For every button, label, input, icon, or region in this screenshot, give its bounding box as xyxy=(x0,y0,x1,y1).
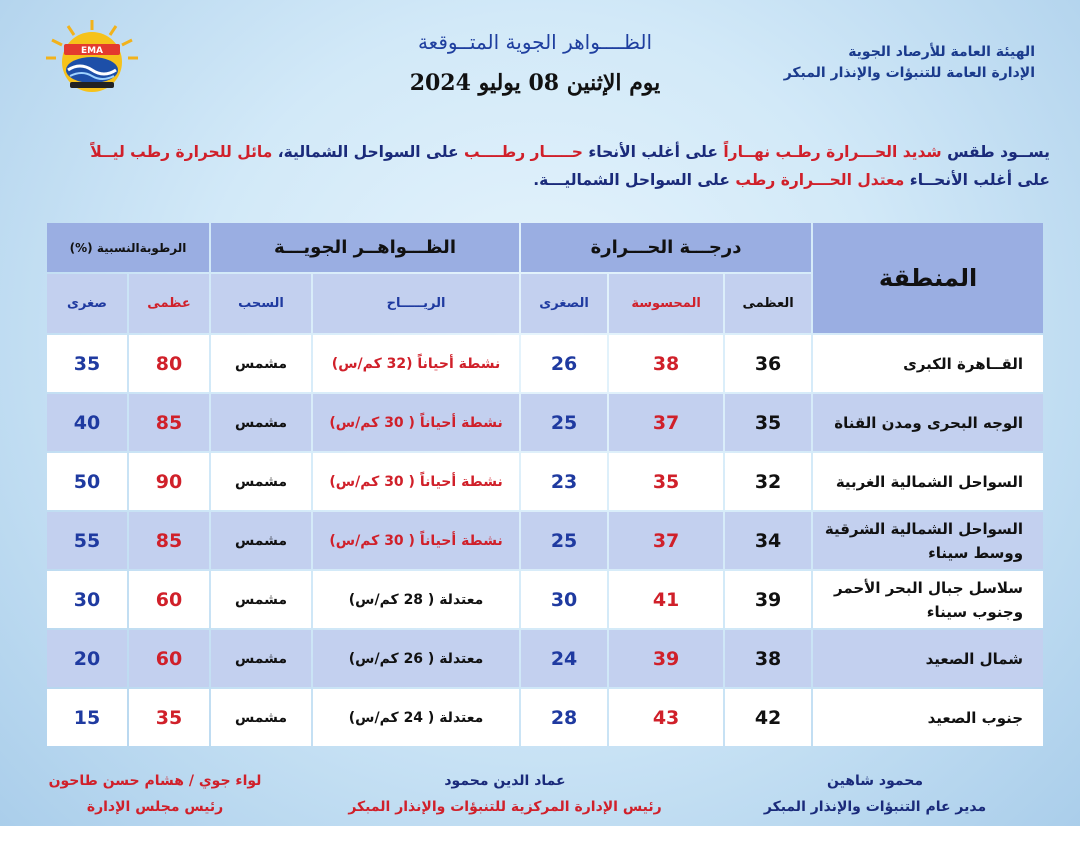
wind-cell: معتدلة ( 26 كم/س) xyxy=(313,630,519,687)
max-temp-cell: 32 xyxy=(725,453,811,510)
summary-part: حـــــار رطــــب xyxy=(458,143,583,161)
summary-part: مائل للحرارة رطب ليــلاً xyxy=(90,143,273,161)
summary-part: يســود طقس xyxy=(941,143,1050,161)
feels-like-cell: 37 xyxy=(609,394,723,451)
weather-header: الظـــواهــر الجويـــة xyxy=(211,223,519,272)
wind-cell: نشطة أحياناً ( 30 كم/س) xyxy=(313,453,519,510)
humidity-min-cell: 50 xyxy=(47,453,127,510)
organization-name xyxy=(784,42,1035,84)
signature-name: محمود شاهين xyxy=(826,773,924,789)
region-cell: القــاهرة الكبرى xyxy=(813,335,1043,392)
region-header: المنطقة xyxy=(813,223,1043,333)
feels-like-cell: 35 xyxy=(609,453,723,510)
max-header: العظمى xyxy=(725,274,811,333)
summary-part: على السواحل الشمالية، xyxy=(272,143,459,161)
feels-like-cell: 43 xyxy=(609,689,723,746)
signature-chairman xyxy=(30,768,280,820)
humidity-max-cell: 80 xyxy=(129,335,209,392)
org-line-1: الهيئة العامة للأرصاد الجوية xyxy=(848,44,1035,60)
summary-part: شديد الحـــرارة رطـب نهــاراً xyxy=(717,143,942,161)
table-row xyxy=(47,453,1043,510)
table-row xyxy=(47,335,1043,392)
clouds-cell: مشمس xyxy=(211,689,311,746)
signature-general-manager xyxy=(740,768,1010,820)
max-temp-cell: 42 xyxy=(725,689,811,746)
feels-like-cell: 38 xyxy=(609,335,723,392)
region-cell: السواحل الشمالية الغربية xyxy=(813,453,1043,510)
region-cell: سلاسل جبال البحر الأحمر وجنوب سيناء xyxy=(813,571,1043,628)
humidity-max-cell: 85 xyxy=(129,512,209,569)
wind-cell: نشطة أحياناً (32 كم/س) xyxy=(313,335,519,392)
humidity-min-cell: 15 xyxy=(47,689,127,746)
signature-title: مدير عام التنبؤات والإنذار المبكر xyxy=(763,799,987,815)
signature-title: رئيس الإدارة المركزية للتنبؤات والإنذار المبكر xyxy=(348,799,662,815)
humidity-min-cell: 55 xyxy=(47,512,127,569)
signature-central-director xyxy=(330,768,680,820)
page-title: الظــــواهر الجوية المتــوقعة xyxy=(417,30,653,54)
clouds-cell: مشمس xyxy=(211,571,311,628)
humidity-max-cell: 90 xyxy=(129,453,209,510)
humidity-max-cell: 85 xyxy=(129,394,209,451)
org-line-2: الإدارة العامة للتنبؤات والإنذار المبكر xyxy=(783,65,1035,81)
clouds-header: السحب xyxy=(211,274,311,333)
region-cell: السواحل الشمالية الشرقية ووسط سيناء xyxy=(813,512,1043,569)
table-row xyxy=(47,630,1043,687)
min-temp-cell: 23 xyxy=(521,453,607,510)
humidity-header: الرطوبةالنسبية (%) xyxy=(47,223,209,272)
clouds-cell: مشمس xyxy=(211,512,311,569)
min-temp-cell: 26 xyxy=(521,335,607,392)
min-temp-cell: 28 xyxy=(521,689,607,746)
min-temp-cell: 24 xyxy=(521,630,607,687)
humidity-min-cell: 35 xyxy=(47,335,127,392)
temperature-header: درجـــة الحـــرارة xyxy=(521,223,811,272)
wind-cell: معتدلة ( 24 كم/س) xyxy=(313,689,519,746)
humidity-min-cell: 40 xyxy=(47,394,127,451)
min-header: الصغرى xyxy=(521,274,607,333)
clouds-cell: مشمس xyxy=(211,453,311,510)
wind-cell: نشطة أحياناً ( 30 كم/س) xyxy=(313,394,519,451)
table-row xyxy=(47,571,1043,628)
humidity-max-cell: 35 xyxy=(129,689,209,746)
summary-part: على أغلب الأنحــاء xyxy=(904,171,1050,189)
wind-cell: نشطة أحياناً ( 30 كم/س) xyxy=(313,512,519,569)
forecast-date: يوم الإثنين 08 يوليو 2024 xyxy=(409,70,661,96)
clouds-cell: مشمس xyxy=(211,394,311,451)
signature-name: عماد الدين محمود xyxy=(444,773,566,789)
wind-header: الريـــــاح xyxy=(313,274,519,333)
humidity-max-header: عظمى xyxy=(129,274,209,333)
table-row xyxy=(47,394,1043,451)
humidity-min-cell: 30 xyxy=(47,571,127,628)
max-temp-cell: 35 xyxy=(725,394,811,451)
min-temp-cell: 30 xyxy=(521,571,607,628)
summary-part: معتدل الحـــرارة رطب xyxy=(729,171,905,189)
feels-like-cell: 39 xyxy=(609,630,723,687)
forecast-summary xyxy=(40,138,1050,194)
ema-logo xyxy=(44,18,140,94)
max-temp-cell: 36 xyxy=(725,335,811,392)
region-cell: شمال الصعيد xyxy=(813,630,1043,687)
humidity-max-cell: 60 xyxy=(129,630,209,687)
max-temp-cell: 34 xyxy=(725,512,811,569)
table-row xyxy=(47,689,1043,746)
max-temp-cell: 39 xyxy=(725,571,811,628)
logo-text: EMA xyxy=(80,46,104,56)
signature-title: رئيس مجلس الإدارة xyxy=(86,799,224,815)
min-temp-cell: 25 xyxy=(521,394,607,451)
summary-part: على السواحل الشماليـــة. xyxy=(533,171,730,189)
humidity-min-cell: 20 xyxy=(47,630,127,687)
clouds-cell: مشمس xyxy=(211,630,311,687)
feels-like-cell: 37 xyxy=(609,512,723,569)
humidity-max-cell: 60 xyxy=(129,571,209,628)
forecast-table xyxy=(45,221,1045,748)
feels-like-cell: 41 xyxy=(609,571,723,628)
wind-cell: معتدلة ( 28 كم/س) xyxy=(313,571,519,628)
max-temp-cell: 38 xyxy=(725,630,811,687)
summary-part: على أغلب الأنحاء xyxy=(582,143,718,161)
clouds-cell: مشمس xyxy=(211,335,311,392)
signature-name: لواء جوي / هشام حسن طاحون xyxy=(48,773,262,789)
humidity-min-header: صغرى xyxy=(47,274,127,333)
min-temp-cell: 25 xyxy=(521,512,607,569)
region-cell: جنوب الصعيد xyxy=(813,689,1043,746)
feels-header: المحسوسة xyxy=(609,274,723,333)
region-cell: الوجه البحرى ومدن القناة xyxy=(813,394,1043,451)
table-row xyxy=(47,512,1043,569)
